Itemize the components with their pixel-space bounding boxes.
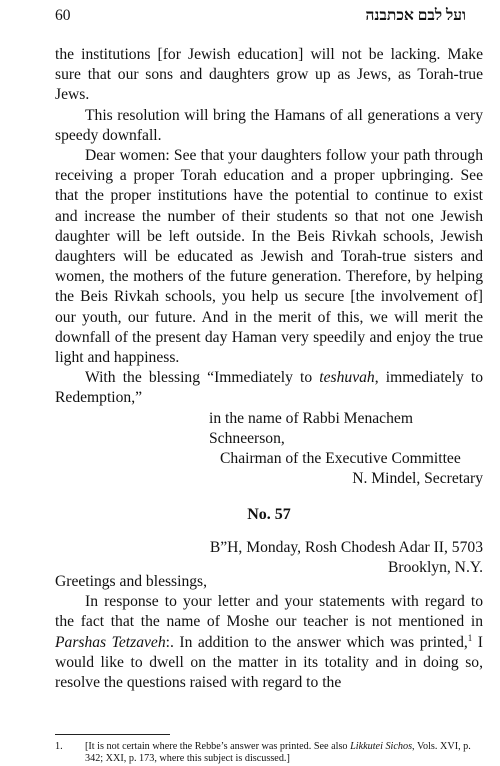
paragraph-3: Dear women: See that your daughters follow your path through receiving a proper Torah education and a proper upbringing. See that the proper institutions have the potential to continue to exist and increase the number of their students so that not one Jewish daughter will be left outside. In the Beis Rivkah schools, Jewish daughters will be educated as Jewish and Torah-true sisters and women, the mothers of the future generation. Therefore, by helping the Beis Rivkah schools, you help us secure [the involvement of] our youth, our future. And in the merit of this, we will merit the downfall of the present day Haman very speedily and enjoy the true light and happiness. <box>55 147 483 367</box>
running-header <box>55 7 466 25</box>
blessing-text: With the blessing “Immediately to <box>85 369 320 387</box>
footnote-text-a: [It is not certain where the Rebbe’s answer was printed. See also <box>85 741 351 752</box>
running-title: ועל לבם אכתבנה <box>365 7 466 24</box>
footnote <box>55 741 483 766</box>
page-number: 60 <box>55 7 71 24</box>
date-line-1: B”H, Monday, Rosh Chodesh Adar II, 5703 <box>209 539 483 556</box>
blessing-text-end: , immediately to Redemption,” <box>55 369 483 407</box>
paragraph-text-a: In response to your letter and your statements with regard to the fact that the name of Moshe our teacher is not mentioned in <box>55 593 483 631</box>
footnote-italic-title: Likkutei Sichos <box>350 741 413 752</box>
greeting: Greetings and blessings, <box>55 573 208 590</box>
footnote-text <box>85 741 483 766</box>
footnote-number: 1. <box>55 741 63 752</box>
letter-heading: No. 57 <box>247 506 291 523</box>
letter-57-body <box>55 572 483 693</box>
blessing-italic-term: teshuvah <box>319 369 375 387</box>
footnote-marker: 1 <box>467 632 473 643</box>
footnote-rule <box>55 734 170 735</box>
letter-57-paragraph <box>55 592 483 693</box>
footnote-text-b: , Vols. XVI, p. 342; XXI, p. 173, where this subject is discussed.] <box>85 741 471 765</box>
paragraph-text-b: :. In addition to the answer which was printed, <box>165 633 468 651</box>
signature-line-1: in the name of Rabbi Menachem Schneerson, <box>209 409 413 447</box>
paragraph-2: This resolution will bring the Hamans of all generations a very speedy downfall. <box>55 106 483 144</box>
blessing-paragraph <box>55 368 483 408</box>
paragraph-italic-term: Parshas Tetzaveh <box>55 633 166 651</box>
paragraph-text-c: I would like to dwell on the matter in its totality and in doing so, resolve the questions raised with regard to the <box>55 633 483 692</box>
paragraph-1: the institutions [for Jewish education] will not be lacking. Make sure that our sons and daughters grow up as Jews, as Torah-true Jews. <box>55 46 483 104</box>
signature-line-3: N. Mindel, Secretary <box>352 470 483 488</box>
letter-conclusion <box>55 45 483 489</box>
signature-line-2: Chairman of the Executive Committee <box>220 450 461 468</box>
date-line-2: Brooklyn, N.Y. <box>387 559 483 577</box>
